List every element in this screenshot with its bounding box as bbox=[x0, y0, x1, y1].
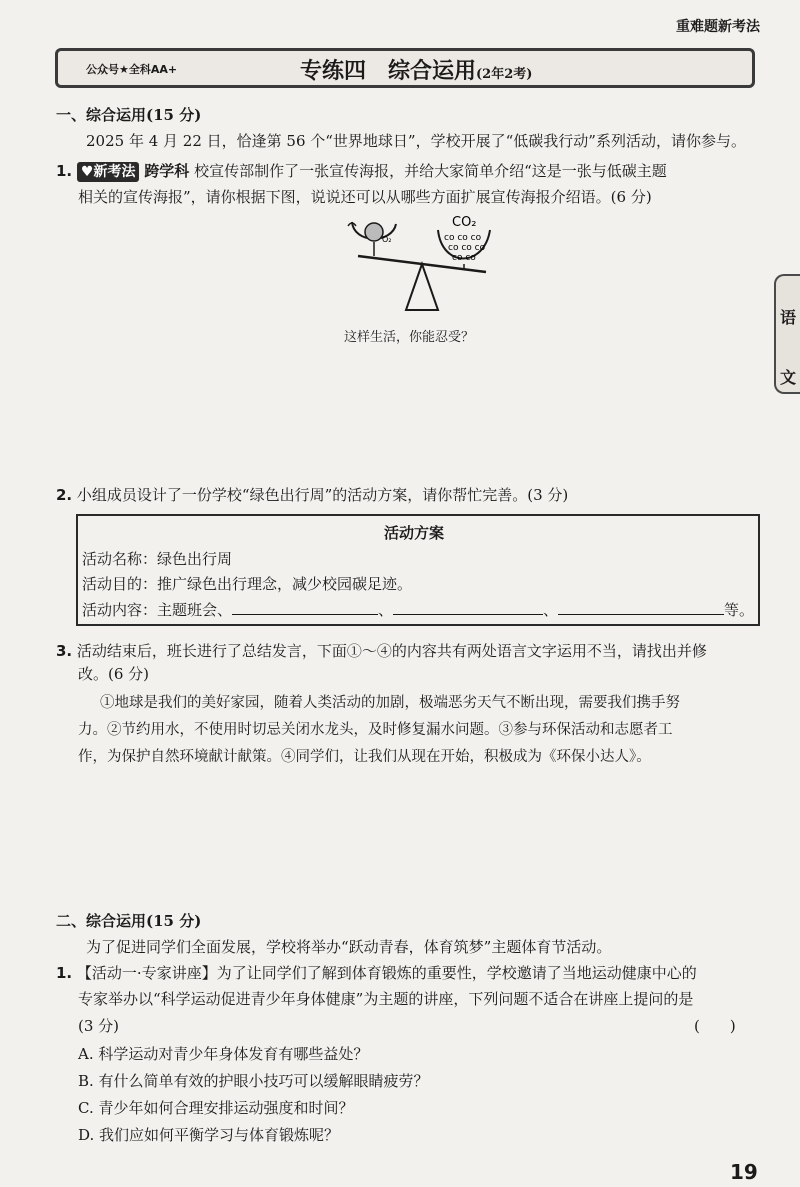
svg-text:co co co: co co co bbox=[448, 243, 486, 253]
balance-scale-figure bbox=[340, 210, 510, 320]
balance-fulcrum bbox=[406, 264, 438, 310]
s2q1-text2: 专家举办以“科学运动促进青少年身体健康”为主题的讲座，下列问题不适合在讲座上提问的是 bbox=[78, 990, 694, 1008]
section1-intro: 2025 年 4 月 22 日，恰逢第 56 个“世界地球日”，学校开展了“低碳我行动”系列活动，请你参与。 bbox=[86, 132, 746, 150]
q1-line1 bbox=[56, 160, 667, 182]
svg-text:co co: co co bbox=[452, 253, 476, 263]
side-tab-char-2: 文 bbox=[779, 368, 796, 387]
plan-purpose-line: 活动目的：推广绿色出行理念，减少校园碳足迹。 bbox=[82, 575, 413, 593]
plan-title: 活动方案 bbox=[384, 524, 445, 542]
section2-intro: 为了促进同学们全面发展，学校将举办“跃动青春，体育筑梦”主题体育节活动。 bbox=[86, 938, 612, 956]
banner-title-text: 专练四 综合运用 bbox=[300, 58, 477, 84]
side-tab-char-1: 语 bbox=[779, 308, 796, 327]
s2q1-text1: 【活动一·专家讲座】为了让同学们了解到体育锻炼的重要性，学校邀请了当地运动健康中心的 bbox=[76, 964, 697, 982]
s2q1-text3: (3 分) bbox=[78, 1017, 120, 1035]
q3-text2: 改。(6 分) bbox=[78, 665, 150, 683]
svg-text:co co co: co co co bbox=[444, 233, 482, 243]
section2-heading: 二、综合运用(15 分) bbox=[56, 912, 202, 930]
plan-content-line bbox=[82, 598, 754, 621]
q3-text1: 活动结束后，班长进行了总结发言，下面①～④的内容共有两处语言文字运用不当，请找出并修 bbox=[76, 642, 707, 660]
q1-text1: 校宣传部制作了一张宣传海报，并给大家简单介绍“这是一张与低碳主题 bbox=[194, 162, 667, 180]
answer-blank-1[interactable] bbox=[232, 598, 378, 615]
answer-blank-2[interactable] bbox=[393, 598, 543, 615]
banner-title bbox=[300, 54, 532, 85]
figure-caption: 这样生活，你能忍受？ bbox=[344, 330, 475, 345]
right-pan-icon bbox=[438, 215, 490, 270]
answer-paren[interactable]: ( ) bbox=[694, 1017, 736, 1035]
q3-number: 3. bbox=[56, 642, 73, 660]
answer-blank-3[interactable] bbox=[558, 598, 724, 615]
plan-name-line: 活动名称：绿色出行周 bbox=[82, 550, 233, 568]
s2q1-number: 1. bbox=[56, 964, 73, 982]
header-label: 重难题新考法 bbox=[676, 19, 760, 35]
q3-paragraph-line1: ①地球是我们的美好家园，随着人类活动的加剧，极端恶劣天气不断出现，需要我们携手努 bbox=[100, 695, 680, 711]
banner-left-text: 公众号★全科AA+ bbox=[86, 63, 178, 76]
page-number: 19 bbox=[730, 1160, 758, 1184]
section1-heading: 一、综合运用(15 分) bbox=[56, 106, 202, 124]
option-d[interactable]: D. 我们应如何平衡学习与体育锻炼呢？ bbox=[78, 1126, 340, 1144]
left-pan-icon bbox=[348, 222, 396, 256]
blank-sep-1: 、 bbox=[378, 601, 394, 619]
s2q1-line1 bbox=[56, 962, 697, 984]
q2-text: 小组成员设计了一份学校“绿色出行周”的活动方案，请你帮忙完善。(3 分) bbox=[76, 486, 569, 504]
plan-suffix: 等。 bbox=[724, 601, 755, 619]
option-a[interactable]: A. 科学运动对青少年身体发育有哪些益处？ bbox=[78, 1045, 369, 1063]
q1-tag: 跨学科 bbox=[144, 162, 190, 180]
o2-label: O₂ bbox=[382, 235, 392, 244]
q1-number: 1. bbox=[56, 162, 73, 180]
q3-line1 bbox=[56, 640, 707, 662]
option-c[interactable]: C. 青少年如何合理安排运动强度和时间？ bbox=[78, 1099, 354, 1117]
q3-paragraph-line2: 力。②节约用水，不使用时切忌关闭水龙头，及时修复漏水问题。③参与环保活动和志愿者工 bbox=[78, 722, 673, 738]
co2-label: CO₂ bbox=[452, 215, 477, 230]
new-type-badge: ♥新考法 bbox=[77, 162, 140, 182]
q3-paragraph-line3: 作，为保护自然环境献计献策。④同学们，让我们从现在开始，积极成为《环保小达人》。 bbox=[78, 749, 651, 765]
blank-sep-2: 、 bbox=[543, 601, 559, 619]
q2-line bbox=[56, 484, 568, 506]
subject-side-tab bbox=[774, 274, 800, 394]
q1-text2: 相关的宣传海报”，请你根据下图，说说还可以从哪些方面扩展宣传海报介绍语。(6 分) bbox=[78, 188, 652, 206]
activity-plan-box bbox=[76, 514, 760, 626]
option-b[interactable]: B. 有什么简单有效的护眼小技巧可以缓解眼睛疲劳？ bbox=[78, 1072, 429, 1090]
title-banner bbox=[55, 48, 755, 88]
banner-subtitle: (2年2考) bbox=[476, 67, 533, 82]
plan-content-prefix: 活动内容：主题班会、 bbox=[82, 601, 233, 619]
q2-number: 2. bbox=[56, 486, 73, 504]
